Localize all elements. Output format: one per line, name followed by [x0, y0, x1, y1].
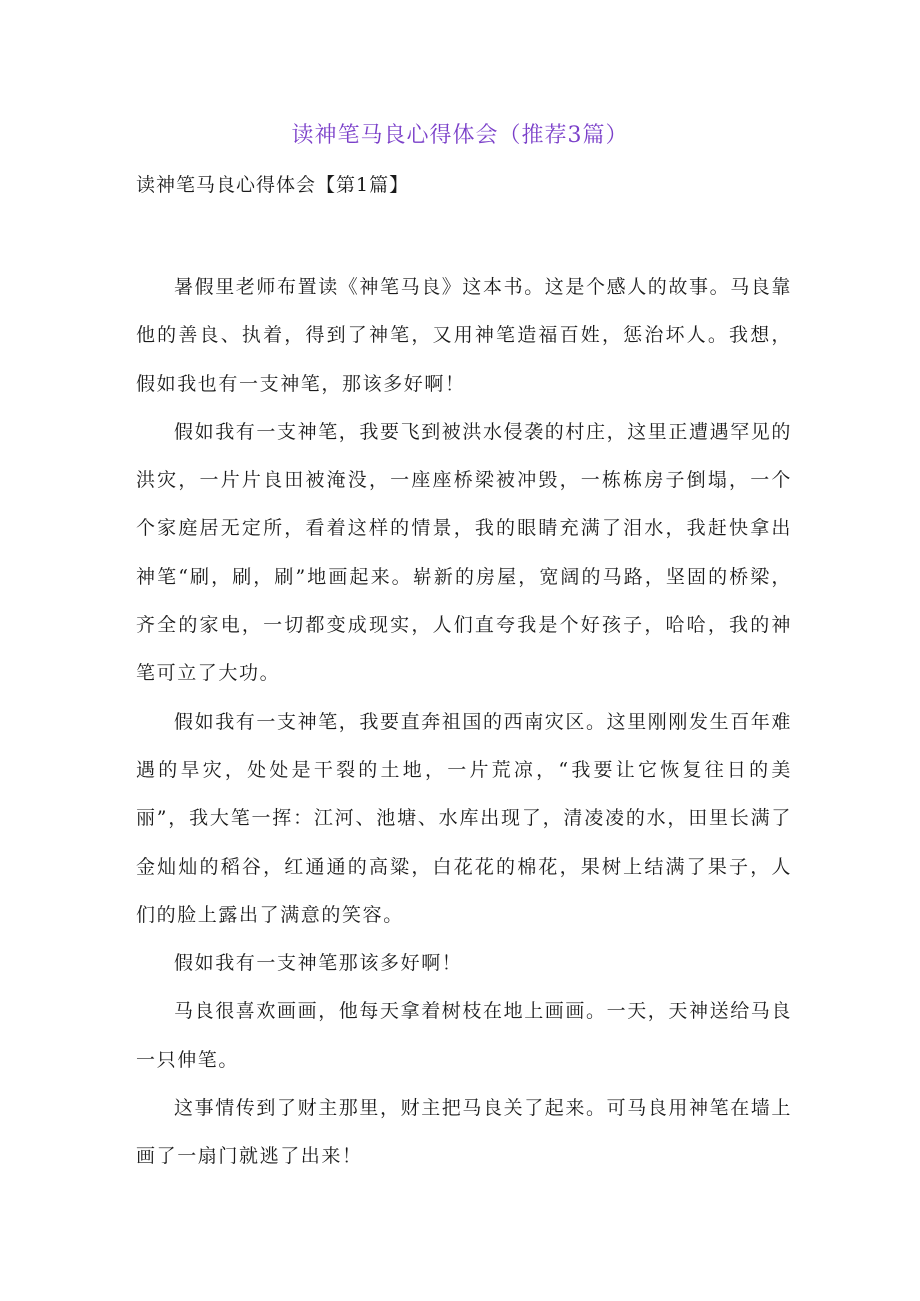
paragraph: 假如我有一支神笔，我要直奔祖国的西南灾区。这里刚刚发生百年难遇的旱灾，处处是干裂的土地，一片荒凉，“我要让它恢复往日的美丽”，我大笔一挥：江河、池塘、水库出现了，清凌凌的水，田里长满了金灿灿的稻谷，红通通的高粱，白花花的棉花，果树上结满了果子，人们的脸上露出了满意的笑容。 — [136, 710, 793, 926]
paragraph: 这事情传到了财主那里，财主把马良关了起来。可马良用神笔在墙上画了一扇门就逃了出来！ — [136, 1097, 793, 1168]
document-title: 读神笔马良心得体会（推荐3篇） — [291, 123, 629, 148]
paragraph: 假如我有一支神笔，我要飞到被洪水侵袭的村庄，这里正遭遇罕见的洪灾，一片片良田被淹没，一座座桥梁被冲毁，一栋栋房子倒塌，一个个家庭居无定所，看着这样的情景，我的眼睛充满了泪水，我赶快拿出神笔“刷，刷，刷”地画起来。崭新的房屋，宽阔的马路，坚固的桥梁，齐全的家电，一切都变成现实，人们直夸我是个好孩子，哈哈，我的神笔可立了大功。 — [136, 420, 793, 685]
paragraph: 暑假里老师布置读《神笔马良》这本书。这是个感人的故事。马良靠他的善良、执着，得到了神笔，又用神笔造福百姓，惩治坏人。我想，假如我也有一支神笔，那该多好啊！ — [136, 276, 793, 395]
section-heading: 读神笔马良心得体会【第1篇】 — [136, 174, 410, 196]
document-body — [136, 263, 792, 1181]
paragraph: 假如我有一支神笔那该多好啊！ — [174, 952, 463, 975]
paragraph: 马良很喜欢画画，他每天拿着树枝在地上画画。一天，天神送给马良一只伸笔。 — [136, 1000, 793, 1071]
